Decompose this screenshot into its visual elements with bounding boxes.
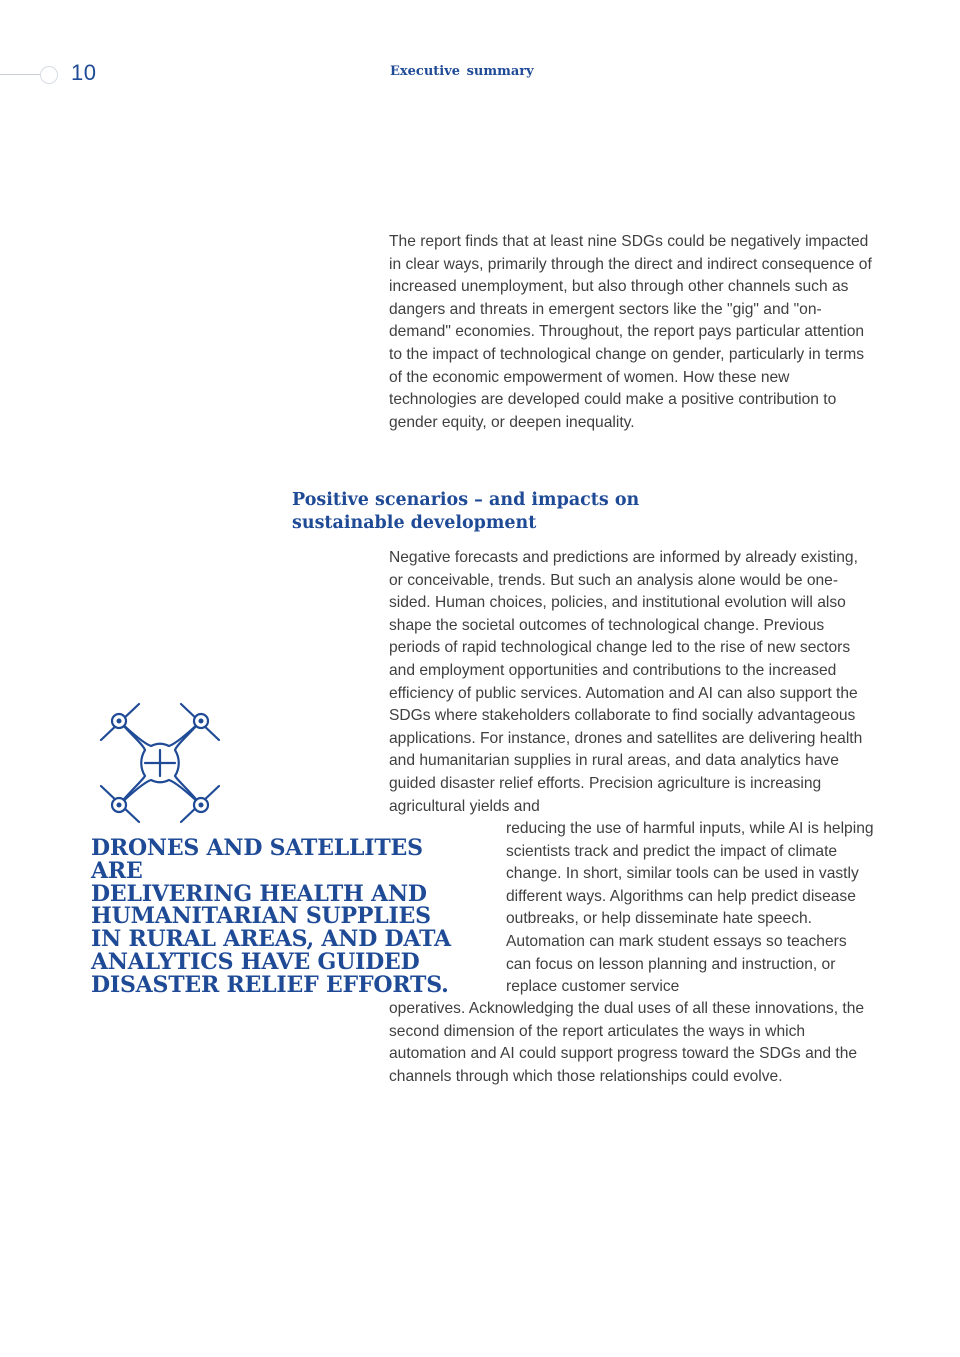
header-dot: [40, 66, 58, 84]
page-number: 10: [71, 60, 97, 85]
body-paragraph-3: reducing the use of harmful inputs, while AI is helping scientists track and predict the impact of climate change. In short, similar tools can be used in vastly different ways. Algorithms can help predict disease outbreaks, or help disseminate hate speech. Automation can mark student essays so teachers can focus on lesson planning and instruction, or replace customer service: [506, 820, 874, 996]
drone-icon: [95, 698, 225, 828]
section-title: Executive summary: [390, 64, 534, 79]
pull-quote: DRONES AND SATELLITES ARE DELIVERING HEALTH AND HUMANITARIAN SUPPLIES IN RURAL AREAS, AND DATA ANALYTICS HAVE GUIDED DISASTER RELIEF EFFORTS.: [91, 835, 451, 998]
subheading-positive-scenarios: Positive scenarios – and impacts on sustainable development: [292, 490, 640, 533]
body-paragraph-1: The report finds that at least nine SDGs could be negatively impacted in clear ways, primarily through the direct and indirect consequence of increased unemployment, but also through other channels such as dangers and threats in emergent sectors like the "gig" and "on-demand" economies. Throughout, the report pays particular attention to the impact of technological change on gender, particularly in terms of the economic empowerment of women. How these new technologies are developed could make a positive contribution to gender equity, or deepen inequality.: [389, 233, 872, 431]
body-paragraph-4: operatives. Acknowledging the dual uses of all these innovations, the second dimension of the report articulates the ways in which automation and AI could support progress toward the SDGs and the channels through which those relationships could evolve.: [389, 1000, 865, 1085]
body-paragraph-2: Negative forecasts and predictions are informed by already existing, or conceivable, trends. But such an analysis alone would be one-sided. Human choices, policies, and institutional evolution will also shape the societal outcomes of technological change. Previous periods of rapid technological change led to the rise of new sectors and employment opportunities and contributions to the increased efficiency of public services. Automation and AI can also support the SDGs where stakeholders collaborate to find socially advantageous applications. For instance, drones and satellites are delivering health and humanitarian supplies in rural areas, and data analytics have guided disaster relief efforts. Precision agriculture is increasing agricultural yields and: [389, 549, 863, 815]
